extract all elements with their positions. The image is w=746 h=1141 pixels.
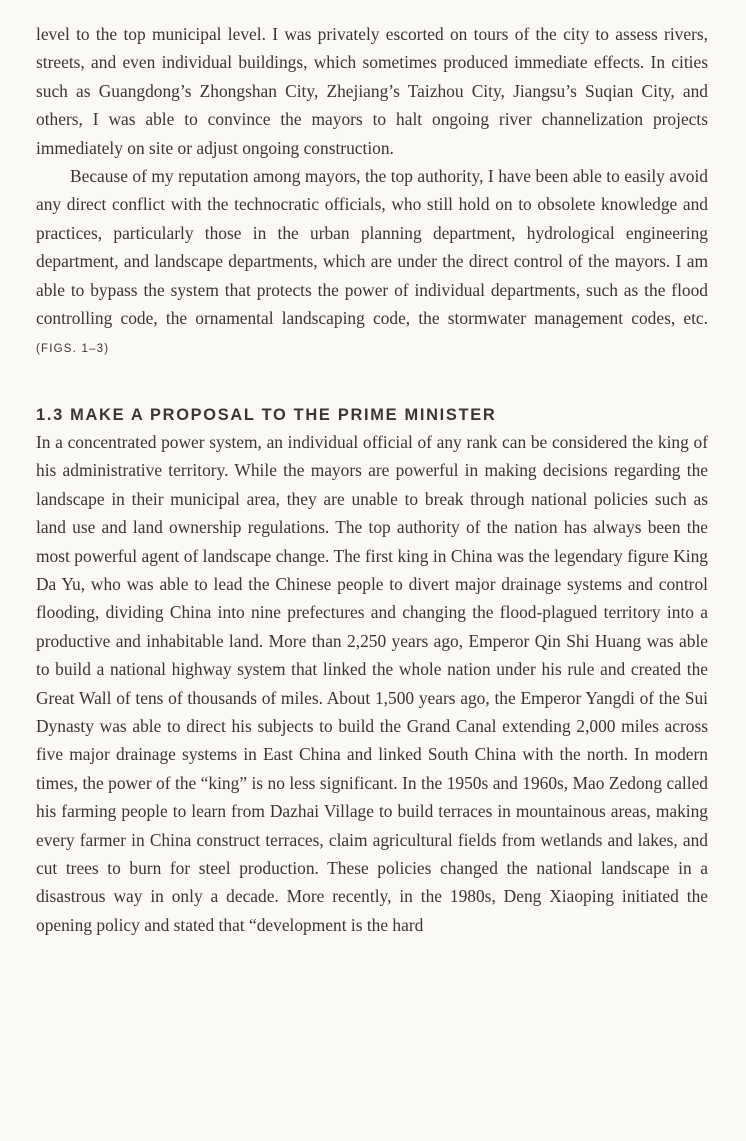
section-heading: 1.3 MAKE A PROPOSAL TO THE PRIME MINISTER — [36, 405, 497, 424]
figure-reference: (FIGS. 1–3) — [36, 343, 110, 356]
paragraph-reputation — [36, 162, 708, 364]
paragraph-continuation: level to the top municipal level. I was privately escorted on tours of the city to assess rivers, streets, and even individual buildings, which sometimes produced immediate effects. In cities such as Guangdong’s Zhongshan City, Zhejiang’s Taizhou City, Jiangsu’s Suqian City, and others, I was able to convince the mayors to halt ongoing river channelization projects immediately on site or adjust ongoing construction. — [36, 24, 708, 158]
paragraph-concentrated-power: In a concentrated power system, an individual official of any rank can be considered the king of his administrative territory. While the mayors are powerful in making decisions regarding the landscape in their municipal area, they are unable to break through national policies such as land use and land ownership regulations. The top authority of the nation has always been the most powerful agent of landscape change. The first king in China was the legendary figure King Da Yu, who was able to lead the Chinese people to divert major drainage systems and control flooding, dividing China into nine prefectures and changing the flood-plagued territory into a productive and inhabitable land. More than 2,250 years ago, Emperor Qin Shi Huang was able to build a national highway system that linked the whole nation under his rule and created the Great Wall of tens of thousands of miles. About 1,500 years ago, the Emperor Yangdi of the Sui Dynasty was able to direct his subjects to build the Grand Canal extending 2,000 miles across five major drainage systems in East China and linked South China with the north. In modern times, the power of the “king” is no less significant. In the 1950s and 1960s, Mao Zedong called his farming people to learn from Dazhai Village to build terraces in mountainous areas, making every farmer in China construct terraces, claim agricultural fields from wetlands and lakes, and cut trees to burn for steel production. These policies changed the national landscape in a disastrous way in only a decade. More recently, in the 1980s, Deng Xiaoping initiated the opening policy and stated that “development is the hard — [36, 431, 708, 935]
paragraph-reputation-text: Because of my reputation among mayors, the top authority, I have been able to easily avoid any direct conflict with the technocratic officials, who still hold on to obsolete knowledge and practices, particularly those in the urban planning department, hydrological engineering department, and landscape departments, which are under the direct control of the mayors. I am able to bypass the system that protects the power of individual departments, such as the flood controlling code, the ornamental landscaping code, the stormwater management codes, etc. — [36, 166, 708, 329]
